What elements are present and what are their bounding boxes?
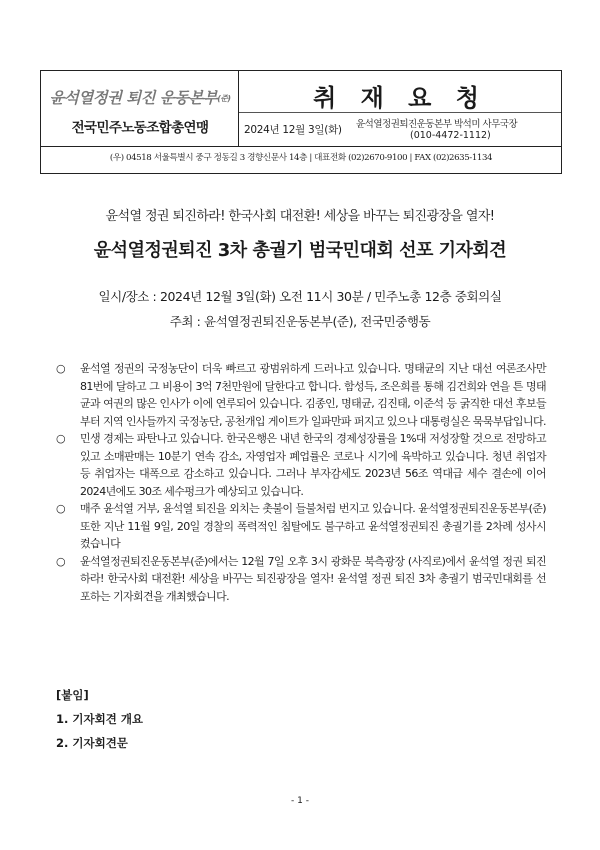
attachment-item: 2. 기자회견문 (56, 736, 128, 750)
header-divider-horizontal (40, 146, 562, 147)
attachments-heading: [붙임] (56, 688, 89, 702)
bullet-circle-icon: ○ (56, 362, 65, 375)
header-address: (우) 04518 서울특별시 중구 정동길 3 경향신문사 14층 | 대표전화 (02)2670-9100 | FAX (02)2635-1134 (109, 153, 493, 163)
bullet-text: 매주 윤석열 거부, 윤석열 퇴진을 외치는 촛불이 들불처럼 번지고 있습니다. 윤석열정권퇴진운동본부(준) 또한 지난 11월 9일, 20일 경찰의 폭력적인 침탈에도 불구하고 윤석열정권퇴진 총궐기를 2차례 성사시켰습니다 (80, 502, 546, 550)
bullet-item (56, 360, 546, 430)
bullet-circle-icon: ○ (56, 432, 65, 445)
doc-title: 취 재 요 청 (313, 84, 487, 112)
bullet-text: 윤석열정권퇴진운동본부(준)에서는 12월 7일 오후 3시 광화문 북측광장 (사직로)에서 윤석열 정권 퇴진하라! 한국사회 대전환! 세상을 바꾸는 퇴진광장을 열자! 윤석열 정권 퇴진 3차 총궐기 범국민대회를 선포하는 기자회견을 개최했습니다. (80, 554, 546, 603)
bullet-item (56, 430, 546, 500)
org-primary (46, 86, 234, 108)
header-phone: (010-4472-1112) (410, 130, 491, 141)
schedule-line: 일시/장소 : 2024년 12월 3일(화) 오전 11시 30분 / 민주노총 12층 중회의실 (98, 289, 502, 304)
org-secondary: 전국민주노동조합총연맹 (71, 120, 209, 136)
bullet-list (56, 360, 546, 605)
org-primary-name: 윤석열정권 퇴진 운동본부 (49, 89, 218, 107)
main-title: 윤석열정권퇴진 3차 총궐기 범국민대회 선포 기자회견 (93, 240, 507, 261)
page-number: - 1 - (291, 796, 309, 806)
bullet-circle-icon: ○ (56, 502, 65, 515)
bullet-circle-icon: ○ (56, 554, 65, 568)
bullet-item (56, 553, 546, 606)
bullet-item (56, 500, 546, 553)
slogan: 윤석열 정권 퇴진하라! 한국사회 대전환! 세상을 바꾸는 퇴진광장을 열자! (105, 209, 495, 224)
bullet-text: 민생 경제는 파탄나고 있습니다. 한국은행은 내년 한국의 경제성장률을 1%대 저성장할 것으로 전망하고 있고 소매판매는 10분기 연속 감소, 자영업자 폐업률은 코로나 시기에 육박하고 있습니다. 청년 취업자 등 취업자는 대폭으로 감소하고 있습니다. 그러나 부자감세도 2023년 56조 역대급 세수 결손에 이어 2024년에도 30조 세수펑크가 예상되고 있습니다. (80, 432, 546, 498)
attachment-item: 1. 기자회견 개요 (56, 712, 144, 726)
org-primary-suffix: (준) (217, 94, 231, 103)
header-contact: 윤석열정권퇴진운동본부 박석미 사무국장 (356, 119, 518, 130)
host-line: 주최 : 윤석열정권퇴진운동본부(준), 전국민중행동 (169, 314, 431, 329)
header-divider-vertical (238, 70, 239, 146)
bullet-text: 윤석열 정권의 국정농단이 더욱 빠르고 광범위하게 드러나고 있습니다. 명태균의 지난 대선 여론조사만 81번에 달하고 그 비용이 3억 7천만원에 달한다고 합니다. 함성득, 조은희를 통해 김건희와 연을 튼 명태균과 여권의 많은 인사가 이에 연루되어 있습니다. 김종인, 명태균, 김진태, 이준석 등 굵직한 대선 후보들부터 지역 인사들까지 국정농단, 공천개입 게이트가 일파만파 퍼지고 있으나 대통령실은 묵묵부답입니다. (80, 362, 546, 428)
header-date: 2024년 12월 3일(화) (244, 124, 342, 136)
